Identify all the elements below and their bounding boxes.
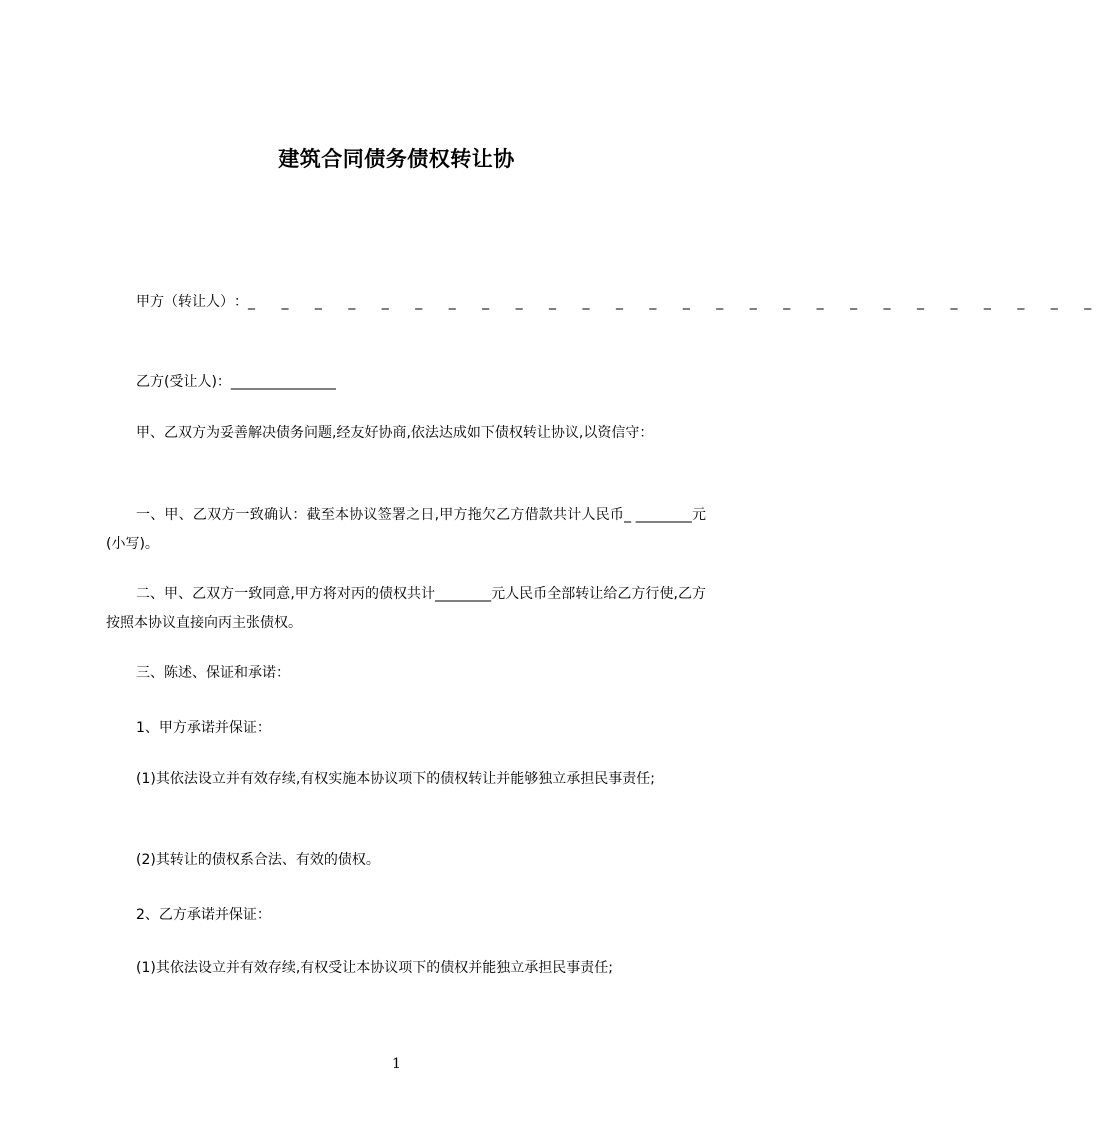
party-a-warranty-heading: 1、甲方承诺并保证： xyxy=(136,720,271,736)
party-a-warranty-item-2: (2)其转让的债权系合法、有效的债权。 xyxy=(136,852,380,868)
party-a-char: 方 xyxy=(150,294,164,310)
party-b-warranty-item-1: (1)其依法设立并有效存续,有权受让本协议项下的债权并能独立承担民事责任; xyxy=(136,960,613,976)
document-title: 建筑合同债务债权转让协 xyxy=(278,147,515,171)
party-a-blank: _ _ _ _ _ _ _ _ _ _ _ _ _ _ _ _ _ _ _ _ _ _ _ _ _ _ xyxy=(248,294,1102,310)
party-a-warranty-item-1: (1)其依法设立并有效存续,有权实施本协议项下的债权转让并能够独立承担民事责任; xyxy=(136,771,655,787)
party-a-line xyxy=(136,292,1102,312)
party-b-warranty-heading: 2、乙方承诺并保证： xyxy=(136,907,271,923)
clause-2-paragraph: 二、甲、乙双方一致同意,甲方将对丙的债权共计________元人民币全部转让给乙方行使,乙方按照本协议直接向丙主张债权。 xyxy=(106,586,706,631)
intro-paragraph: 甲、乙双方为妥善解决债务问题,经友好协商,依法达成如下债权转让协议,以资信守： xyxy=(136,425,654,441)
party-b-line: 乙方(受让人)：_______________ xyxy=(136,374,336,390)
party-a-char: 甲 xyxy=(136,294,150,310)
page-number: 1 xyxy=(392,1056,401,1072)
party-a-char: ： xyxy=(234,294,248,310)
clause-3-heading: 三、陈述、保证和承诺： xyxy=(136,665,290,681)
party-a-char: 让 xyxy=(192,294,206,310)
party-a-char: 人 xyxy=(206,294,220,310)
party-a-char: （ xyxy=(164,294,178,310)
party-a-char: 转 xyxy=(178,294,192,310)
clause-1-paragraph: 一、甲、乙双方一致确认：截至本协议签署之日,甲方拖欠乙方借款共计人民币_ ________元(小写)。 xyxy=(106,507,706,552)
party-a-char: ） xyxy=(220,294,234,310)
